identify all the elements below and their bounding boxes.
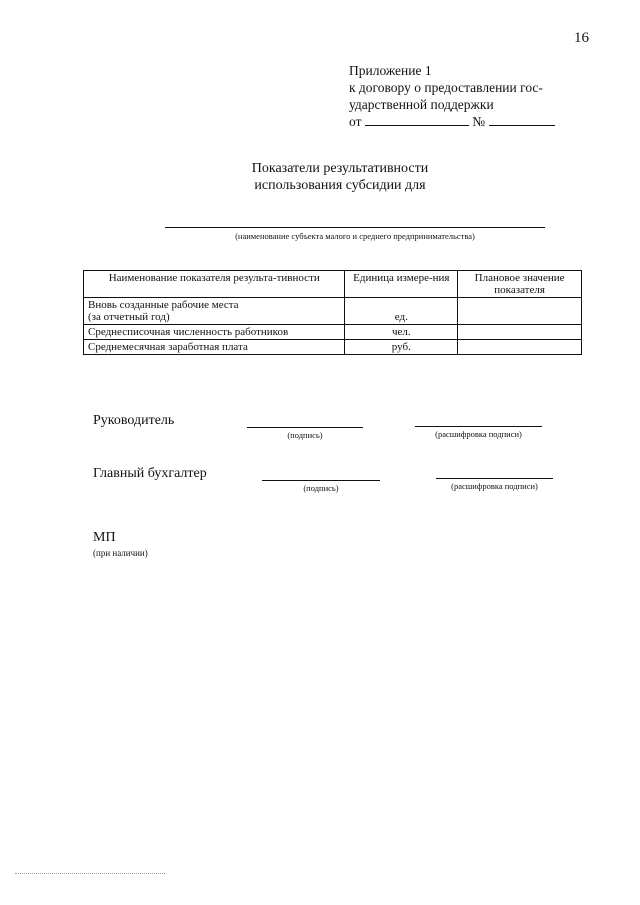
header-planned-value: Плановое значение показателя bbox=[458, 271, 582, 298]
indicator-unit: ед. bbox=[345, 298, 458, 325]
table-header-row bbox=[84, 271, 582, 298]
indicators-table bbox=[83, 270, 582, 355]
indicator-name-line-1: Вновь созданные рабочие места bbox=[88, 299, 239, 311]
indicator-name: Среднемесячная заработная плата bbox=[84, 340, 345, 355]
head-decode-caption: (расшифровка подписи) bbox=[435, 429, 522, 439]
indicator-name-line-2: (за отчетный год) bbox=[88, 311, 170, 323]
indicator-name bbox=[84, 298, 345, 325]
appendix-title: Приложение 1 bbox=[349, 63, 432, 78]
number-blank bbox=[489, 113, 555, 126]
header-indicator-name: Наименование показателя результа-тивности bbox=[84, 271, 345, 298]
from-label: от bbox=[349, 114, 362, 129]
appendix-line-2: к договору о предоставлении гос- bbox=[349, 80, 543, 95]
title-line-1: Показатели результативности bbox=[251, 161, 429, 176]
indicator-unit: руб. bbox=[345, 340, 458, 355]
accountant-label: Главный бухгалтер bbox=[93, 466, 207, 481]
number-label: № bbox=[472, 114, 486, 129]
subject-name-blank bbox=[165, 227, 545, 228]
indicator-value bbox=[458, 325, 582, 340]
head-signature-line bbox=[247, 427, 363, 428]
appendix-date-number-line bbox=[349, 113, 555, 130]
stamp-label: МП bbox=[93, 530, 116, 545]
accountant-decode-caption: (расшифровка подписи) bbox=[451, 481, 538, 491]
appendix-header bbox=[349, 62, 555, 130]
head-label: Руководитель bbox=[93, 413, 175, 428]
date-blank bbox=[365, 113, 469, 126]
document-title bbox=[180, 160, 500, 194]
appendix-line-3: ударственной поддержки bbox=[349, 97, 494, 112]
table-row bbox=[84, 298, 582, 325]
footer-scan-mark bbox=[15, 873, 165, 874]
subject-caption: (наименование субъекта малого и среднего предпринимательства) bbox=[235, 231, 475, 241]
head-decode-line bbox=[415, 426, 542, 427]
page-number: 16 bbox=[574, 30, 589, 46]
accountant-decode-line bbox=[436, 478, 553, 479]
accountant-signature-caption: (подпись) bbox=[303, 483, 339, 493]
indicator-name: Среднесписочная численность работников bbox=[84, 325, 345, 340]
indicator-unit: чел. bbox=[345, 325, 458, 340]
indicator-value bbox=[458, 340, 582, 355]
head-signature-caption: (подпись) bbox=[287, 430, 323, 440]
table-row bbox=[84, 340, 582, 355]
indicator-value bbox=[458, 298, 582, 325]
accountant-signature-line bbox=[262, 480, 380, 481]
header-unit: Единица измере-ния bbox=[345, 271, 458, 298]
stamp-note: (при наличии) bbox=[93, 548, 148, 558]
table-row bbox=[84, 325, 582, 340]
title-line-2: использования субсидии для bbox=[254, 178, 426, 193]
